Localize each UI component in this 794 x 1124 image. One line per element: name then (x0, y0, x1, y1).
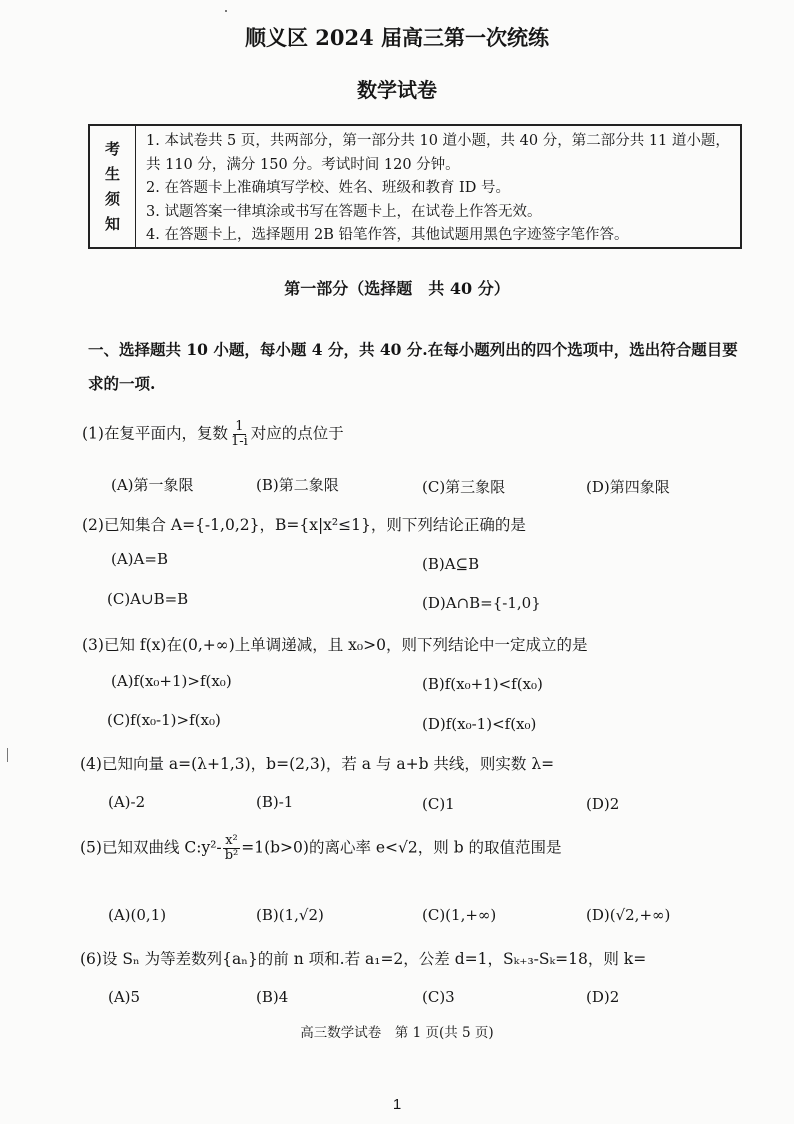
q5-stem-prefix: (5)已知双曲线 C:y²- (80, 838, 222, 857)
question-5-stem (80, 834, 562, 863)
page-footer: 高三数学试卷 第 1 页(共 5 页) (300, 1025, 494, 1041)
scan-speck (225, 10, 227, 12)
q1-option-b: (B)第二象限 (256, 476, 339, 494)
scan-speck (7, 748, 8, 762)
q5-fraction (223, 834, 241, 863)
q1-stem-suffix: 对应的点位于 (250, 424, 344, 443)
notice-label-char: 须 (104, 189, 120, 208)
q1-frac-num: 1 (235, 419, 244, 434)
notice-item: 3. 试题答案一律填涂或书写在答题卡上，在试卷上作答无效。 (146, 203, 542, 220)
section-title: 第一部分（选择题 共 40 分） (284, 279, 510, 298)
q3-option-b: (B)f(x₀+1)<f(x₀) (422, 675, 543, 693)
q1-stem-prefix: (1)在复平面内，复数 (82, 424, 228, 443)
notice-item: 4. 在答题卡上，选择题用 2B 铅笔作答，其他试题用黑色字迹签字笔作答。 (146, 227, 629, 243)
q4-option-a: (A)-2 (108, 793, 146, 811)
notice-item: 1. 本试卷共 5 页，共两部分，第一部分共 10 道小题，共 40 分，第二部分共 11 道小题，共 110 分，满分 150 分。考试时间 120 分钟。 (146, 133, 730, 173)
q5-frac-num: x² (225, 833, 238, 848)
question-4-stem: (4)已知向量 a=(λ+1,3)，b=(2,3)，若 a 与 a+b 共线，则实数 λ= (80, 755, 555, 773)
q1-option-c: (C)第三象限 (422, 478, 506, 496)
notice-label (90, 126, 136, 247)
q5-option-c: (C)(1,+∞) (422, 906, 497, 924)
q2-option-d: (D)A∩B={-1,0} (422, 594, 541, 612)
q4-option-d: (D)2 (586, 795, 620, 813)
q3-option-d: (D)f(x₀-1)<f(x₀) (422, 715, 537, 733)
part-instructions: 一、选择题共 10 小题，每小题 4 分，共 40 分.在每小题列出的四个选项中，选出符合题目要求的一项. (88, 340, 738, 393)
notice-item: 2. 在答题卡上准确填写学校、姓名、班级和教育 ID 号。 (146, 180, 511, 196)
question-1-stem (82, 420, 344, 449)
q5-frac-den: b² (224, 848, 239, 863)
page-number: 1 (392, 1096, 402, 1113)
notice-items (146, 130, 736, 248)
q2-option-b: (B)A⊆B (422, 555, 480, 573)
notice-label-char: 知 (104, 214, 120, 233)
q5-stem-suffix: =1(b>0)的离心率 e<√2，则 b 的取值范围是 (241, 838, 562, 857)
q6-option-b: (B)4 (256, 988, 289, 1006)
q3-option-c: (C)f(x₀-1)>f(x₀) (107, 711, 221, 729)
q5-option-b: (B)(1,√2) (256, 906, 324, 924)
exam-subject: 数学试卷 (357, 78, 437, 102)
q1-frac-den: 1-i (230, 434, 248, 449)
question-2-stem: (2)已知集合 A={-1,0,2}，B={x|x²≤1}，则下列结论正确的是 (82, 516, 526, 534)
q4-option-c: (C)1 (422, 795, 455, 813)
q6-option-a: (A)5 (108, 988, 141, 1006)
q5-option-d: (D)(√2,+∞) (586, 906, 671, 924)
q6-option-c: (C)3 (422, 988, 455, 1006)
q4-option-b: (B)-1 (256, 793, 294, 811)
q5-option-a: (A)(0,1) (108, 906, 167, 924)
q1-option-d: (D)第四象限 (586, 478, 670, 496)
question-3-stem: (3)已知 f(x)在(0,+∞)上单调递减，且 x₀>0，则下列结论中一定成立的是 (82, 636, 588, 654)
q2-option-c: (C)A∪B=B (107, 590, 189, 608)
q1-fraction (229, 420, 250, 449)
q1-option-a: (A)第一象限 (111, 476, 194, 494)
exam-title: 顺义区 2024 届高三第一次统练 (244, 25, 550, 50)
notice-label-char: 考 (104, 139, 120, 158)
q6-option-d: (D)2 (586, 988, 620, 1006)
candidate-notice-box (88, 124, 742, 249)
notice-label-char: 生 (104, 164, 120, 183)
question-6-stem: (6)设 Sₙ 为等差数列{aₙ}的前 n 项和.若 a₁=2，公差 d=1，Sₖ₊₃-Sₖ=18，则 k= (80, 950, 647, 968)
q2-option-a: (A)A=B (111, 550, 168, 568)
q3-option-a: (A)f(x₀+1)>f(x₀) (111, 672, 232, 690)
